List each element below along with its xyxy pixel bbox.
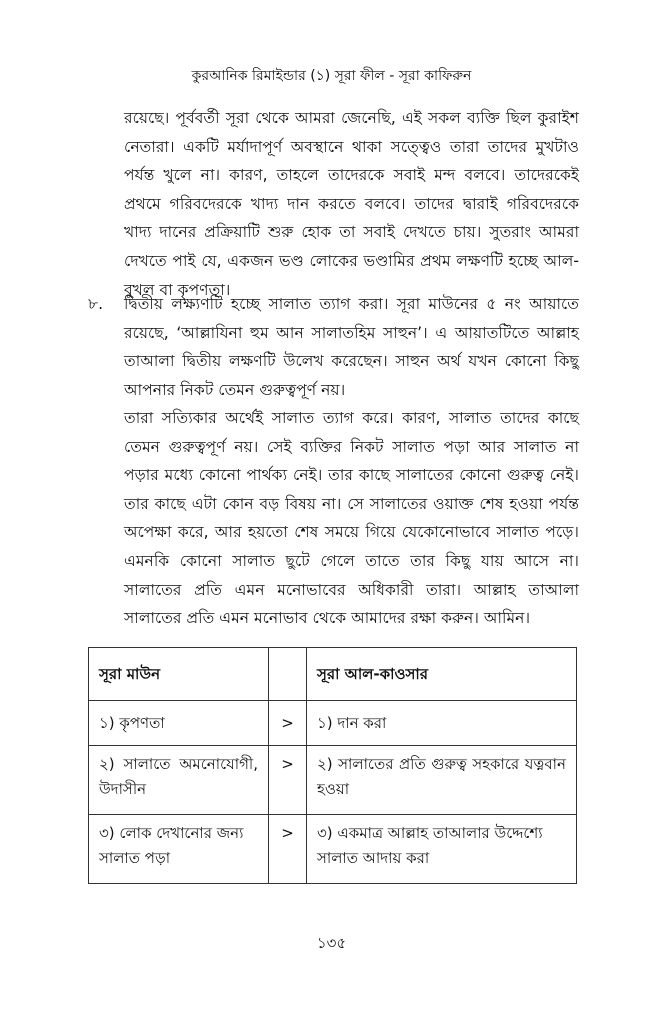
cell-right: ১) দান করা [307,701,577,746]
paragraph-prayer-neglect: তারা সত্যিকার অর্থেই সালাত ত্যাগ করে। কারণ, সালাত তাদের কাছে তেমন গুরুত্বপূর্ণ নয়। সেই ব্যক্তির নিকট সালাত পড়া আর সালাত না পড়ার মধ্যে কোনো পার্থক্য নেই। তার কাছে সালাতের কোনো গুরুত্ব নেই। তার কাছে এটা কোন বড় বিষয় না। সে সালাতের ওয়াক্ত শেষ হওয়া পর্যন্ত অপেক্ষা করে, আর হয়তো শেষ সময়ে গিয়ে যেকোনোভাবে সালাত পড়ে। এমনকি কোনো সালাত ছুটে গেলে তাতে তার কিছু যায় আসে না। সালাতের প্রতি এমন মনোভাবের অধিকারী তারা। আল্লাহ তাআলা সালাতের প্রতি এমন মনোভাব থেকে আমাদের রক্ষা করুন। আমিন। [124,409,579,628]
cell-symbol: > [269,746,307,815]
header-empty [269,648,307,701]
header-surah-maun: সূরা মাউন [89,648,269,701]
paragraph-second-sign: দ্বিতীয় লক্ষ্যণটি হচ্ছে সালাত ত্যাগ করা। সূরা মাউনের ৫ নং আয়াতে রয়েছে, ‘আল্লাযিনা হুম আন সালাতহিম সাহুন’। এ আয়াতটিতে আল্লাহ তাআলা দ্বিতীয় লক্ষণটি উলেখ করেছেন। সাহুন অর্থ যখন কোনো কিছু আপনার নিকট তেমন গুরুত্বপূর্ণ নয়। [124,295,579,399]
table-row [89,815,577,884]
comparison-table [88,647,577,884]
running-header: কুরআনিক রিমাইন্ডার (১) সূরা ফীল - সূরা কাফিরুন [191,68,472,84]
table-row [89,746,577,815]
cell-left: ১) কৃপণতা [89,701,269,746]
table-header-row [89,648,577,701]
cell-right: ২) সালাতের প্রতি গুরুত্ব সহকারে যত্নবান হওয়া [307,746,577,815]
page-number: ১৩৫ [316,934,347,952]
header-surah-kawthar: সূরা আল-কাওসার [307,648,577,701]
cell-left: ২) সালাতে অমনোযোগী, উদাসীন [89,746,269,815]
item-number: ৮. [88,295,104,313]
table-row [89,701,577,746]
cell-symbol: > [269,815,307,884]
cell-symbol: > [269,701,307,746]
cell-left: ৩) লোক দেখানোর জন্য সালাত পড়া [89,815,269,884]
paragraph-continued: রয়েছে। পূর্ববর্তী সূরা থেকে আমরা জেনেছি, এই সকল ব্যক্তি ছিল কুরাইশ নেতারা। একটি মর্যাদাপূর্ণ অবস্থানে থাকা সত্ত্বেও তারা তাদের মুখটাও পর্যন্ত খুলে না। কারণ, তাহলে তাদেরকে সবাই মন্দ বলবে। তাদেরকেই প্রথমে গরিবদেরকে খাদ্য দান করতে বলবে। তাদের দ্বারাই গরিবদেরকে খাদ্য দানের প্রক্রিয়াটি শুরু হোক তা সবাই দেখতে চায়। সুতরাং আমরা দেখতে পাই যে, একজন ভণ্ড লোকের ভণ্ডামির প্রথম লক্ষণটি হচ্ছে আল-বুখল বা কৃপণতা। [124,109,579,299]
cell-right: ৩) একমাত্র আল্লাহ তাআলার উদ্দেশ্যে সালাত আদায় করা [307,815,577,884]
